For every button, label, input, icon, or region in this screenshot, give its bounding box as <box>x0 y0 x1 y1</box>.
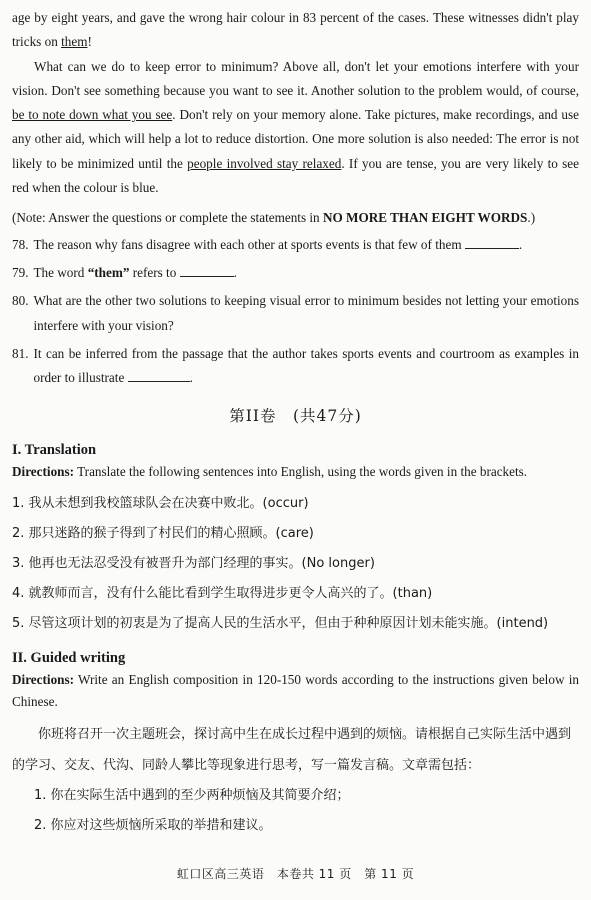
item-number: 5. <box>12 615 25 631</box>
writing-heading: II. Guided writing <box>12 649 126 666</box>
underlined-phrase-stay-relaxed: people involved stay relaxed <box>187 155 342 171</box>
passage-text: What can we do to keep error to minimum? Above all, don't let your emotions interfere with your vision. Don't see something because you want to see it. Another solution to the problem would, of course, <box>12 58 579 98</box>
passage-text: ! <box>87 34 92 50</box>
item-text: 他再也无法忍受没有被晋升为部门经理的事实。(No longer) <box>28 555 375 571</box>
question-80 <box>12 289 579 338</box>
question-number: 78. <box>12 236 29 252</box>
passage-line-top <box>12 6 579 55</box>
question-number: 81. <box>12 345 29 361</box>
question-text: What are the other two solutions to keeping visual error to minimum besides not letting your emotions interfere with your vision? <box>33 293 579 333</box>
passage-text: . Don't rely on your memory alone. Take pictures, make recordings, and use any other aid, which will help a lot to reduce distortion. One more solution is also needed: The error is not likely to be minimized until the <box>12 107 579 171</box>
underlined-word-them: them <box>61 34 88 50</box>
question-end: . <box>189 370 193 386</box>
note-text: (Note: Answer the questions or complete the statements in <box>12 210 323 226</box>
underlined-phrase-note-down: be to note down what you see <box>12 107 173 123</box>
question-81 <box>12 342 579 391</box>
question-text <box>33 261 579 285</box>
question-bold-word: “them” <box>87 264 130 280</box>
directions-text: Translate the following sentences into English, using the words given in the brackets. <box>74 463 528 479</box>
part-two-title: 第II卷 (共47分) <box>229 407 362 426</box>
item-number: 2. <box>12 525 25 541</box>
question-79 <box>12 261 579 285</box>
item-text: 你应对这些烦恼所采取的举措和建议。 <box>50 817 272 833</box>
question-78 <box>12 233 579 257</box>
directions-text: Write an English composition in 120-150 words according to the instructions given below in Chinese. <box>12 671 579 709</box>
passage-paragraph <box>12 55 579 201</box>
item-text: 就教师而言，没有什么能比看到学生取得进步更令人高兴的了。(than) <box>28 585 433 601</box>
question-stem: refers to <box>129 264 177 280</box>
question-stem: The word <box>33 264 88 280</box>
item-text: 我从未想到我校篮球队会在决赛中败北。(occur) <box>28 495 309 511</box>
translation-list <box>12 489 579 639</box>
item-number: 2. <box>34 817 47 833</box>
answer-note <box>12 206 579 230</box>
question-number: 80. <box>12 293 29 309</box>
translation-item-4 <box>12 579 579 609</box>
passage-text: . If you are tense, you are very likely to see red when the colour is blue. <box>12 155 579 196</box>
question-stem: The reason why fans disagree with each other at sports events is that few of them <box>33 236 462 252</box>
item-number: 1. <box>12 495 25 511</box>
directions-label: Directions: <box>12 463 75 479</box>
translation-directions <box>12 461 579 483</box>
question-number: 79. <box>12 264 29 280</box>
item-number: 4. <box>12 585 25 601</box>
page-footer: 虹口区高三英语 本卷共 11 页 第 11 页 <box>176 866 415 881</box>
question-end: . <box>233 264 237 280</box>
translation-heading: I. Translation <box>12 441 97 458</box>
translation-item-2 <box>12 519 579 549</box>
question-text <box>33 233 579 257</box>
answer-blank[interactable] <box>128 368 190 382</box>
writing-item-2 <box>34 811 579 841</box>
item-number: 3. <box>12 555 25 571</box>
writing-directions <box>12 669 579 713</box>
translation-item-3 <box>12 549 579 579</box>
item-number: 1. <box>34 787 47 803</box>
passage-text: age by eight years, and gave the wrong hair colour in 83 percent of the cases. These witnesses didn't play tricks on <box>12 10 579 50</box>
question-stem: It can be inferred from the passage that the author takes sports events and courtroom as examples in order to illustrate <box>33 345 579 386</box>
answer-blank[interactable] <box>465 235 519 249</box>
writing-requirements <box>12 781 579 841</box>
answer-blank[interactable] <box>180 263 234 277</box>
writing-item-1 <box>34 781 579 811</box>
note-bold-limit: NO MORE THAN EIGHT WORDS <box>322 210 528 226</box>
note-text: .) <box>527 210 536 226</box>
item-text: 你在实际生活中遇到的至少两种烦恼及其简要介绍； <box>50 787 350 803</box>
item-text: 尽管这项计划的初衷是为了提高人民的生活水平，但由于种种原因计划未能实施。(intend) <box>28 615 549 631</box>
directions-label: Directions: <box>12 671 75 687</box>
writing-prompt: 你班将召开一次主题班会，探讨高中生在成长过程中遇到的烦恼。请根据自己实际生活中遇到的学习、交友、代沟、同龄人攀比等现象进行思考，写一篇发言稿。文章需包括： <box>12 726 572 773</box>
question-end: . <box>518 236 523 252</box>
translation-item-1 <box>12 489 579 519</box>
translation-item-5 <box>12 609 579 639</box>
item-text: 那只迷路的猴子得到了村民们的精心照顾。(care) <box>28 525 314 541</box>
question-text <box>33 342 579 391</box>
